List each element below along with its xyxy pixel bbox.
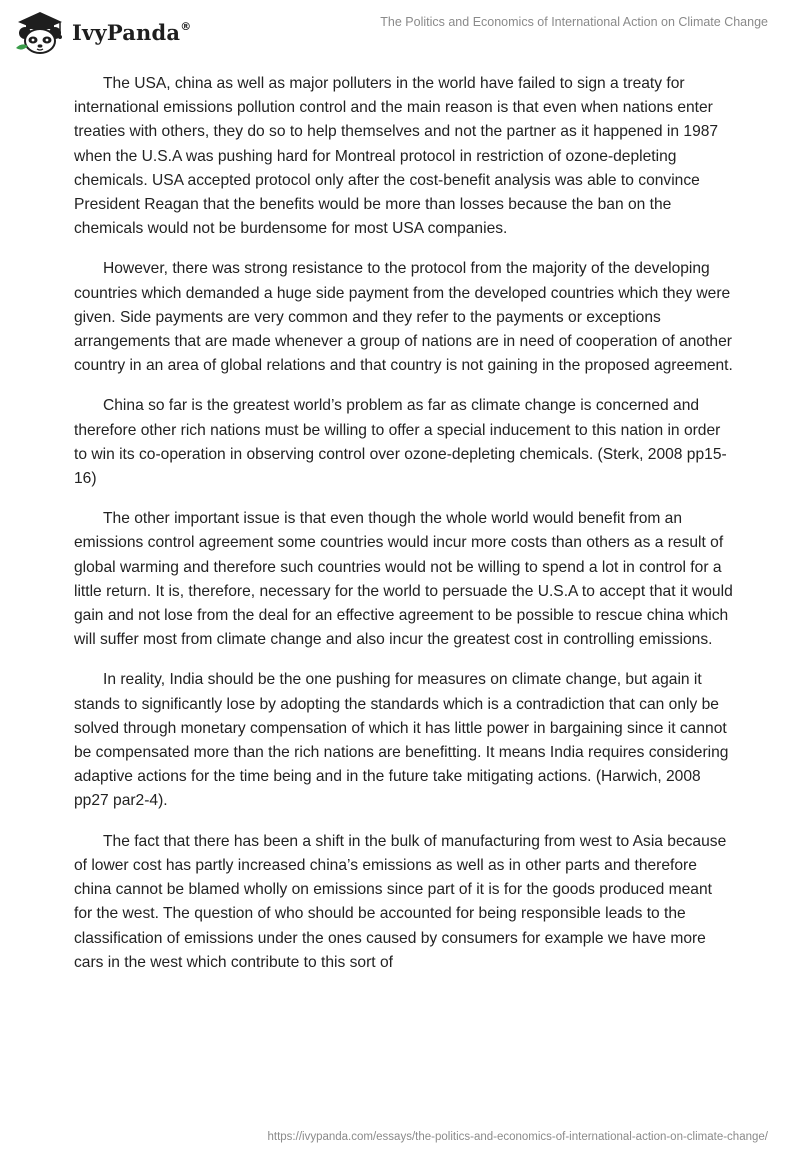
- paragraph: The USA, china as well as major polluters in the world have failed to sign a treaty for international emissions pollution control and the main reason is that even when nations enter treaties with others, they do so to help themselves and not the partner as it happened in 1987 when the U.S.A was pushing hard for Montreal protocol in restriction of ozone-depleting chemicals. USA accepted protocol only after the cost-benefit analysis was able to convince President Reagan that the benefits would be more than losses because the ban on the chemicals would not be burdensome for most USA companies.: [74, 75, 719, 238]
- essay-body: [74, 72, 734, 991]
- paragraph: The other important issue is that even though the whole world would benefit from an emissions control agreement some countries would incur more costs than others as a result of global warming and therefore such countries would not be willing to spend a lot in control for a little return. It is, therefore, necessary for the world to persuade the U.S.A to accept that it would gain and not lose from the deal for an effective agreement to be possible to rescue china which will suffer most from climate change and also incur the greatest cost in controlling emissions.: [74, 510, 733, 649]
- trademark-symbol: ®: [180, 19, 192, 33]
- ivypanda-logo[interactable]: [12, 8, 191, 56]
- page-header: [0, 0, 800, 60]
- paragraph: China so far is the greatest world’s problem as far as climate change is concerned and therefore other rich nations must be willing to offer a special inducement to this nation in order to win its co-operation in observing control over ozone-depleting chemicals. (Sterk, 2008 pp15-16): [74, 397, 727, 488]
- paragraph: However, there was strong resistance to the protocol from the majority of the developing countries which demanded a huge side payment from the developed countries which they were given. Side payments are very common and they refer to the payments or exceptions arrangements that are made whenever a group of nations are in need of cooperation of another country in an area of global relations and that country is not gaining in the proposed agreement.: [74, 260, 733, 375]
- paragraph: In reality, India should be the one pushing for measures on climate change, but again it stands to significantly lose by adopting the standards which is a contradiction that can only be solved through monetary compensation of which it has little power in bargaining since it cannot be compensated more than the rich nations are benefitting. It means India requires considering adaptive actions for the time being and in the future take mitigating actions. (Harwich, 2008 pp27 par2-4).: [74, 671, 729, 810]
- document-title: The Politics and Economics of International Action on Climate Change: [380, 15, 768, 29]
- source-url[interactable]: https://ivypanda.com/essays/the-politics-and-economics-of-international-action-on-climate-change/: [267, 1131, 768, 1143]
- brand-name: IvyPanda®: [72, 19, 192, 45]
- paragraph: The fact that there has been a shift in the bulk of manufacturing from west to Asia because of lower cost has partly increased china’s emissions as well as in other parts and therefore china cannot be blamed wholly on emissions since part of it is for the goods produced meant for the west. The question of who should be accounted for being responsible leads to the classification of emissions under the ones caused by consumers for example we have more cars in the west which contribute to this sort of: [74, 832, 727, 971]
- panda-graduate-icon: [12, 8, 68, 56]
